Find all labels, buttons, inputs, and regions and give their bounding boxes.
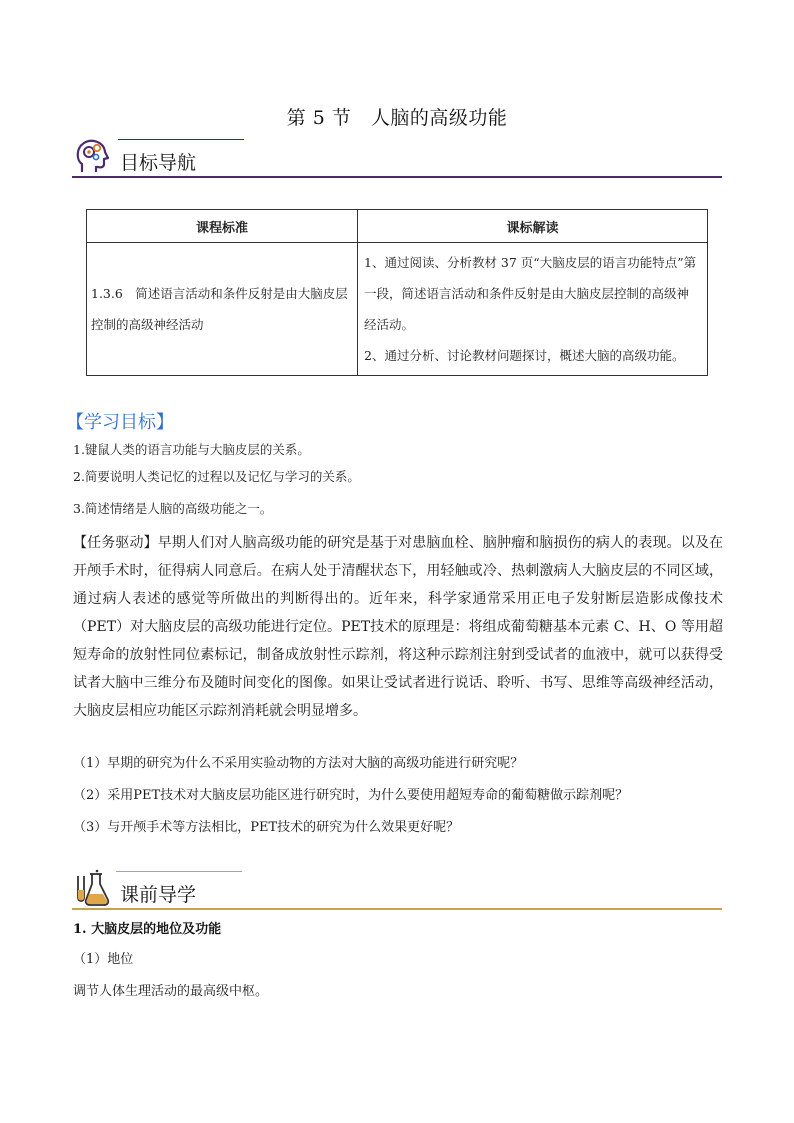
- header-top-rule: [116, 871, 242, 872]
- preview-heading: 1. 大脑皮层的地位及功能: [73, 922, 222, 937]
- header-top-rule: [118, 139, 244, 140]
- section-label-preview: 课前导学: [120, 884, 197, 906]
- learning-goal-item: 3.简述情绪是人脑的高级功能之一。: [73, 501, 273, 516]
- head-with-gears-icon: [72, 136, 112, 176]
- question-item: （1）早期的研究为什么不采用实验动物的方法对大脑的高级功能进行研究呢？: [73, 756, 524, 771]
- header-bottom-rule: [72, 908, 722, 910]
- column-header-interpretation: 课标解读: [358, 210, 708, 243]
- preview-subheading: （1）地位: [73, 952, 134, 967]
- section-header-goals: [72, 136, 722, 180]
- header-bottom-rule: [72, 176, 722, 178]
- table-row: [87, 243, 708, 376]
- table-header-row: [87, 210, 708, 243]
- interpretation-item: 1、通过阅读、分析教材 37 页“大脑皮层的语言功能特点”第一段，简述语言活动和条件反射是由大脑皮层控制的高级神经活动。: [364, 255, 697, 332]
- learning-goal-item: 2.简要说明人类记忆的过程以及记忆与学习的关系。: [73, 469, 360, 484]
- task-driven-paragraph: 【任务驱动】早期人们对人脑高级功能的研究是基于对患脑血栓、脑肿瘤和脑损伤的病人的表现。以及在开颅手术时，征得病人同意后。在病人处于清醒状态下，用轻触或冷、热刺激病人大脑皮层的不同区域，通过病人表述的感觉等所做出的判断得出的。近年来，科学家通常采用正电子发射断层造影成像技术（PET）对大脑皮层的高级功能进行定位。PET技术的原理是：将组成葡萄糖基本元素 C、H、O 等用超短寿命的放射性同位素标记，制备成放射性示踪剂，将这种示踪剂注射到受试者的血液中，就可以获得受试者大脑中三维分布及随时间变化的图像。如果让受试者进行说话、聆听、书写、思维等高级神经活动，大脑皮层相应功能区示踪剂消耗就会明显增多。: [73, 535, 723, 719]
- learning-goals-heading: 【学习目标】: [66, 412, 174, 433]
- question-item: （2）采用PET技术对大脑皮层功能区进行研究时，为什么要使用超短寿命的葡萄糖做示踪剂呢？: [73, 788, 629, 803]
- section-header-preview: [72, 868, 722, 912]
- standard-cell: 1.3.6 简述语言活动和条件反射是由大脑皮层控制的高级神经活动: [87, 243, 358, 376]
- section-label-goals: 目标导航: [120, 152, 197, 174]
- learning-goal-item: 1.键鼠人类的语言功能与大脑皮层的关系。: [73, 442, 310, 457]
- lab-flask-icon: [72, 868, 112, 908]
- page-title: 第 5 节 人脑的高级功能: [286, 107, 508, 129]
- preview-text: 调节人体生理活动的最高级中枢。: [73, 984, 269, 999]
- interpretation-cell: [358, 243, 708, 376]
- question-item: （3）与开颅手术等方法相比，PET技术的研究为什么效果更好呢？: [73, 820, 460, 835]
- interpretation-item: 2、通过分析、讨论教材问题探讨，概述大脑的高级功能。: [364, 348, 685, 363]
- column-header-standard: 课程标准: [87, 210, 358, 243]
- curriculum-standards-table: [86, 209, 708, 376]
